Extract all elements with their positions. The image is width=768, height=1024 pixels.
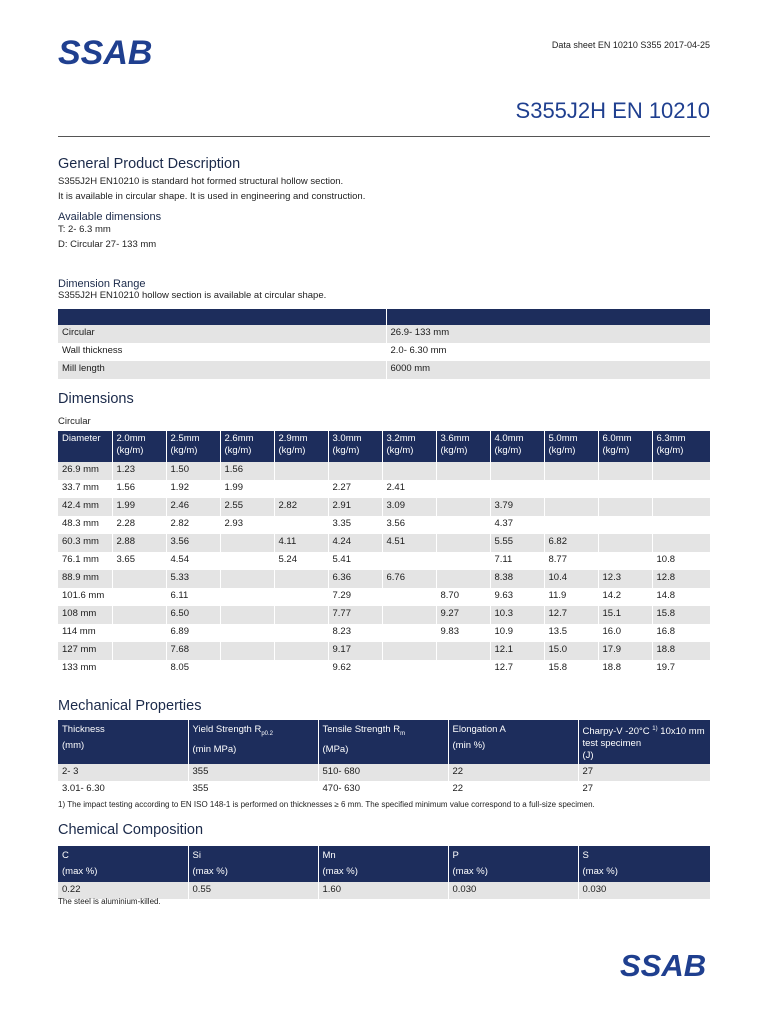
sheet-reference: Data sheet EN 10210 S355 2017-04-25 xyxy=(551,40,710,50)
weight-cell xyxy=(598,552,652,570)
weight-cell: 2.88 xyxy=(112,534,166,552)
weight-cell: 3.56 xyxy=(382,516,436,534)
weight-cell xyxy=(436,498,490,516)
dimensions-header-cell: Diameter xyxy=(58,431,112,462)
ssab-logo: SSAB xyxy=(58,34,153,72)
weight-cell xyxy=(598,534,652,552)
weight-cell xyxy=(112,624,166,642)
weight-cell: 4.51 xyxy=(382,534,436,552)
diameter-cell: 76.1 mm xyxy=(58,552,112,570)
weight-cell: 12.8 xyxy=(652,570,710,588)
weight-cell: 11.9 xyxy=(544,588,598,606)
weight-cell xyxy=(112,642,166,660)
mech-cell: 355 xyxy=(188,764,318,781)
mechanical-footnote: 1) The impact testing according to EN ISO 148-1 is performed on thicknesses ≥ 6 mm. The specified minimum value correspond to a full-size specimen. xyxy=(58,800,595,809)
weight-cell xyxy=(544,480,598,498)
chemical-heading: Chemical Composition xyxy=(58,822,204,838)
mech-cell: 510- 680 xyxy=(318,764,448,781)
range-value: 2.0- 6.30 mm xyxy=(390,345,447,356)
header-yield-strength: Yield Strength $R_{p0.2}$ (min MPa) xyxy=(188,720,318,764)
header-s: S (max %) xyxy=(578,846,710,882)
weight-cell: 10.9 xyxy=(490,624,544,642)
dimensions-header-cell: 2.5mm (kg/m) xyxy=(166,431,220,462)
table-row xyxy=(58,570,710,588)
weight-cell xyxy=(436,552,490,570)
weight-cell: 6.82 xyxy=(544,534,598,552)
weight-cell xyxy=(328,462,382,480)
available-diameter: D: Circular 27- 133 mm xyxy=(58,239,157,250)
weight-cell xyxy=(436,462,490,480)
mech-cell: 2- 3 xyxy=(58,764,188,781)
weight-cell: 8.23 xyxy=(328,624,382,642)
weight-cell: 5.55 xyxy=(490,534,544,552)
table-row xyxy=(58,781,710,798)
weight-cell: 3.79 xyxy=(490,498,544,516)
mech-cell: 355 xyxy=(188,781,318,798)
general-line-2: It is available in circular shape. It is used in engineering and construction. xyxy=(58,191,366,202)
range-value: 26.9- 133 mm xyxy=(386,325,710,343)
chemical-footnote: The steel is aluminium-killed. xyxy=(58,897,161,906)
dimensions-heading: Dimensions xyxy=(58,391,134,407)
weight-cell xyxy=(382,660,436,678)
weight-cell xyxy=(382,642,436,660)
weight-cell: 16.0 xyxy=(598,624,652,642)
dimensions-header-cell: 2.9mm (kg/m) xyxy=(274,431,328,462)
range-header-cell xyxy=(386,309,710,325)
chem-cell: 1.60 xyxy=(318,882,448,899)
weight-cell: 8.70 xyxy=(436,588,490,606)
weight-cell: 19.7 xyxy=(656,662,675,673)
general-line-1: S355J2H EN10210 is standard hot formed structural hollow section. xyxy=(58,176,344,187)
weight-cell: 9.62 xyxy=(328,660,382,678)
weight-cell xyxy=(598,516,652,534)
weight-cell: 3.65 xyxy=(112,552,166,570)
document-title: S355J2H EN 10210 xyxy=(515,98,710,123)
weight-cell: 7.11 xyxy=(490,552,544,570)
weight-cell xyxy=(652,516,710,534)
range-label: Wall thickness xyxy=(58,343,386,361)
weight-cell: 1.99 xyxy=(112,498,166,516)
weight-cell xyxy=(220,660,274,678)
weight-cell xyxy=(598,462,652,480)
weight-cell: 6.76 xyxy=(382,570,436,588)
weight-cell: 10.4 xyxy=(544,570,598,588)
dimensions-header-cell: 3.6mm (kg/m) xyxy=(436,431,490,462)
weight-cell xyxy=(436,570,490,588)
dimension-range-table xyxy=(58,309,710,379)
mech-cell: 27 xyxy=(578,764,710,781)
dimensions-header-cell: 6.3mm (kg/m) xyxy=(652,431,710,462)
header-thickness: Thickness (mm) xyxy=(58,720,188,764)
weight-cell: 5.24 xyxy=(274,552,328,570)
weight-cell: 8.05 xyxy=(166,660,220,678)
mechanical-header-row xyxy=(58,720,710,764)
weight-cell: 10.8 xyxy=(656,554,675,565)
weight-cell: 1.56 xyxy=(112,480,166,498)
ssab-logo-footer: SSAB xyxy=(620,948,707,983)
chemical-table xyxy=(58,846,710,899)
dimensions-header-row xyxy=(58,431,710,462)
weight-cell: 6.50 xyxy=(166,606,220,624)
range-label: Mill length xyxy=(58,361,386,379)
weight-cell xyxy=(220,642,274,660)
diameter-cell: 127 mm xyxy=(58,642,112,660)
weight-cell xyxy=(274,570,328,588)
header-p: P (max %) xyxy=(448,846,578,882)
diameter-cell: 48.3 mm xyxy=(58,516,112,534)
weight-cell xyxy=(544,516,598,534)
weight-cell: 4.37 xyxy=(490,516,544,534)
weight-cell xyxy=(274,516,328,534)
weight-cell: 17.9 xyxy=(598,642,652,660)
weight-cell: 4.54 xyxy=(166,552,220,570)
weight-cell: 6.89 xyxy=(166,624,220,642)
weight-cell: 18.8 xyxy=(598,660,652,678)
dimension-range-heading: Dimension Range xyxy=(58,278,146,290)
available-thickness: T: 2- 6.3 mm xyxy=(58,224,111,235)
table-row xyxy=(58,606,710,624)
weight-cell xyxy=(112,660,166,678)
weight-cell: 16.8 xyxy=(656,626,675,637)
weight-cell xyxy=(544,462,598,480)
mech-cell: 22 xyxy=(448,781,578,798)
weight-cell: 2.93 xyxy=(220,516,274,534)
weight-cell: 1.56 xyxy=(220,462,274,480)
weight-cell: 8.77 xyxy=(544,552,598,570)
weight-cell xyxy=(436,642,490,660)
mech-cell: 27 xyxy=(582,783,594,795)
weight-cell xyxy=(598,480,652,498)
weight-cell: 9.63 xyxy=(490,588,544,606)
weight-cell xyxy=(652,462,710,480)
weight-cell: 7.77 xyxy=(328,606,382,624)
header-charpy: Charpy-V -20°C $^{1)}$ 10x10 mm test specimen (J) xyxy=(578,720,710,764)
table-row xyxy=(58,624,710,642)
table-row xyxy=(58,588,710,606)
weight-cell: 2.41 xyxy=(382,480,436,498)
diameter-cell: 108 mm xyxy=(58,606,112,624)
weight-cell: 12.1 xyxy=(490,642,544,660)
range-label: Circular xyxy=(58,325,386,343)
weight-cell xyxy=(220,588,274,606)
diameter-cell: 33.7 mm xyxy=(58,480,112,498)
weight-cell: 15.0 xyxy=(544,642,598,660)
range-value: 6000 mm xyxy=(386,361,710,379)
chem-cell: 0.55 xyxy=(188,882,318,899)
chem-cell: 0.22 xyxy=(58,882,188,899)
weight-cell: 7.29 xyxy=(328,588,382,606)
weight-cell xyxy=(652,480,710,498)
weight-cell xyxy=(382,552,436,570)
dimensions-table xyxy=(58,431,710,678)
header-c: C (max %) xyxy=(58,846,188,882)
weight-cell xyxy=(274,660,328,678)
weight-cell xyxy=(544,498,598,516)
weight-cell: 6.36 xyxy=(328,570,382,588)
dimensions-header-cell: 2.6mm (kg/m) xyxy=(220,431,274,462)
weight-cell xyxy=(436,480,490,498)
weight-cell xyxy=(220,552,274,570)
weight-cell xyxy=(112,606,166,624)
diameter-cell: 114 mm xyxy=(58,624,112,642)
weight-cell: 18.8 xyxy=(652,642,710,660)
general-heading: General Product Description xyxy=(58,156,241,172)
table-row xyxy=(58,534,710,552)
weight-cell xyxy=(436,660,490,678)
dimension-range-intro: S355J2H EN10210 hollow section is available at circular shape. xyxy=(58,290,327,301)
dimensions-header-cell: 6.0mm (kg/m) xyxy=(598,431,652,462)
chem-cell: 0.030 xyxy=(578,882,710,899)
weight-cell xyxy=(382,624,436,642)
weight-cell xyxy=(274,480,328,498)
weight-cell: 14.8 xyxy=(656,590,675,601)
weight-cell: 2.82 xyxy=(166,516,220,534)
weight-cell xyxy=(220,606,274,624)
weight-cell: 12.7 xyxy=(544,606,598,624)
dimensions-header-cell: 3.2mm (kg/m) xyxy=(382,431,436,462)
dimensions-header-cell: 5.0mm (kg/m) xyxy=(544,431,598,462)
weight-cell: 9.17 xyxy=(328,642,382,660)
weight-cell xyxy=(220,570,274,588)
header-elongation: Elongation A (min %) xyxy=(448,720,578,764)
table-row xyxy=(58,361,710,379)
diameter-cell: 101.6 mm xyxy=(58,588,112,606)
range-header-row xyxy=(58,309,710,325)
weight-cell: 5.33 xyxy=(166,570,220,588)
table-row xyxy=(58,764,710,781)
weight-cell: 8.38 xyxy=(490,570,544,588)
weight-cell: 1.50 xyxy=(166,462,220,480)
weight-cell: 9.27 xyxy=(436,606,490,624)
table-row xyxy=(58,343,710,361)
weight-cell: 2.55 xyxy=(220,498,274,516)
mechanical-heading: Mechanical Properties xyxy=(58,698,202,714)
weight-cell: 13.5 xyxy=(544,624,598,642)
weight-cell: 14.2 xyxy=(598,588,652,606)
dimensions-header-cell: 3.0mm (kg/m) xyxy=(328,431,382,462)
weight-cell: 15.1 xyxy=(598,606,652,624)
mechanical-table xyxy=(58,720,710,798)
table-row xyxy=(58,480,710,498)
available-dimensions-heading: Available dimensions xyxy=(58,211,162,223)
weight-cell xyxy=(274,624,328,642)
weight-cell: 2.27 xyxy=(328,480,382,498)
weight-cell xyxy=(598,498,652,516)
dimensions-subheading: Circular xyxy=(58,416,91,427)
weight-cell: 4.24 xyxy=(328,534,382,552)
weight-cell xyxy=(382,462,436,480)
weight-cell: 2.28 xyxy=(112,516,166,534)
weight-cell xyxy=(382,588,436,606)
dimensions-header-cell: 4.0mm (kg/m) xyxy=(490,431,544,462)
weight-cell xyxy=(112,570,166,588)
mech-cell: 3.01- 6.30 xyxy=(58,781,188,798)
weight-cell: 3.56 xyxy=(166,534,220,552)
weight-cell: 10.3 xyxy=(490,606,544,624)
weight-cell: 15.8 xyxy=(652,606,710,624)
diameter-cell: 133 mm xyxy=(58,660,112,678)
chemical-header-row xyxy=(58,846,710,882)
weight-cell xyxy=(436,534,490,552)
weight-cell xyxy=(490,462,544,480)
dimensions-body xyxy=(58,462,710,678)
weight-cell xyxy=(274,606,328,624)
weight-cell xyxy=(382,606,436,624)
weight-cell: 1.92 xyxy=(166,480,220,498)
weight-cell xyxy=(112,588,166,606)
header-mn: Mn (max %) xyxy=(318,846,448,882)
diameter-cell: 60.3 mm xyxy=(58,534,112,552)
weight-cell: 7.68 xyxy=(166,642,220,660)
table-row xyxy=(58,516,710,534)
weight-cell: 12.7 xyxy=(490,660,544,678)
weight-cell: 1.23 xyxy=(112,462,166,480)
weight-cell: 6.11 xyxy=(166,588,220,606)
weight-cell: 3.35 xyxy=(328,516,382,534)
weight-cell: 2.82 xyxy=(274,498,328,516)
table-row xyxy=(58,325,710,343)
weight-cell: 12.3 xyxy=(598,570,652,588)
weight-cell: 5.41 xyxy=(328,552,382,570)
table-row xyxy=(58,642,710,660)
table-row xyxy=(58,498,710,516)
header-si: Si (max %) xyxy=(188,846,318,882)
weight-cell: 3.09 xyxy=(382,498,436,516)
diameter-cell: 42.4 mm xyxy=(58,498,112,516)
weight-cell: 2.46 xyxy=(166,498,220,516)
weight-cell xyxy=(274,588,328,606)
dimensions-header-cell: 2.0mm (kg/m) xyxy=(112,431,166,462)
weight-cell: 15.8 xyxy=(544,660,598,678)
weight-cell: 2.91 xyxy=(328,498,382,516)
weight-cell xyxy=(220,534,274,552)
diameter-cell: 88.9 mm xyxy=(58,570,112,588)
table-row xyxy=(58,462,710,480)
header-divider xyxy=(58,136,710,137)
weight-cell xyxy=(220,624,274,642)
weight-cell xyxy=(436,516,490,534)
weight-cell: 1.99 xyxy=(220,480,274,498)
diameter-cell: 26.9 mm xyxy=(58,462,112,480)
weight-cell: 9.83 xyxy=(436,624,490,642)
weight-cell: 4.11 xyxy=(274,534,328,552)
header-tensile-strength: Tensile Strength $R_m$ (MPa) xyxy=(318,720,448,764)
mech-cell: 22 xyxy=(448,764,578,781)
mech-cell: 470- 630 xyxy=(318,781,448,798)
weight-cell xyxy=(274,462,328,480)
table-row xyxy=(58,552,710,570)
chem-cell: 0.030 xyxy=(448,882,578,899)
range-header-cell xyxy=(58,309,386,325)
weight-cell xyxy=(652,534,710,552)
table-row xyxy=(58,660,710,678)
weight-cell xyxy=(652,498,710,516)
weight-cell xyxy=(274,642,328,660)
weight-cell xyxy=(490,480,544,498)
